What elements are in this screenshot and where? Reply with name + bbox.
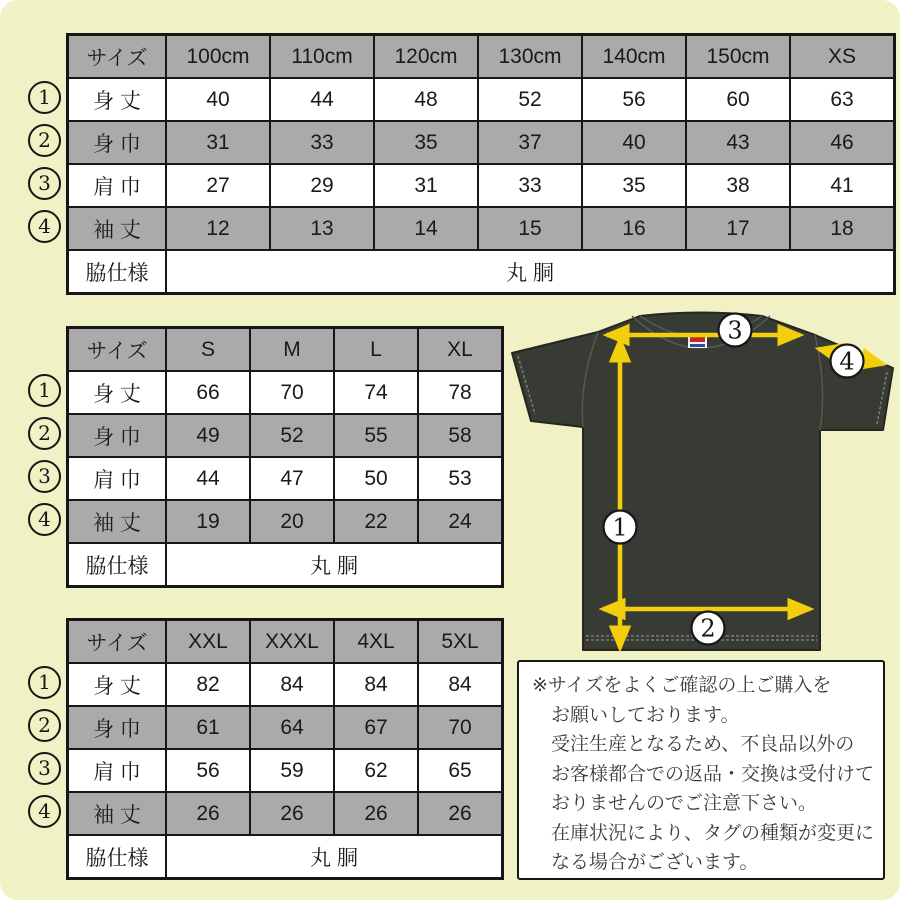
column-header-S: S (166, 328, 250, 372)
purchase-note (517, 660, 885, 880)
column-header-110cm: 110cm (270, 35, 374, 79)
size-value: 49 (166, 414, 250, 457)
note-line: おりませんのでご注意下さい。 (551, 793, 818, 814)
note-line: 在庫状況により、タグの種類が変更に (551, 822, 875, 844)
size-header-label: サイズ (68, 620, 167, 664)
size-value: 63 (790, 78, 895, 121)
column-header-150cm: 150cm (686, 35, 790, 79)
row-label: 身 丈 (68, 663, 167, 706)
row-marker-1: 1 (28, 81, 61, 114)
size-value: 56 (582, 78, 686, 121)
size-header-label: サイズ (68, 35, 167, 79)
size-value: 18 (790, 207, 895, 250)
size-value: 67 (334, 706, 418, 749)
size-value: 40 (582, 121, 686, 164)
diagram-marker-2 (692, 612, 725, 645)
size-value: 84 (334, 663, 418, 706)
size-value: 65 (418, 749, 503, 792)
size-value: 78 (418, 371, 503, 414)
size-value: 84 (250, 663, 334, 706)
size-value: 70 (250, 371, 334, 414)
size-value: 37 (478, 121, 582, 164)
size-value: 33 (270, 121, 374, 164)
size-value: 16 (582, 207, 686, 250)
row-label: 身 丈 (68, 371, 167, 414)
size-value: 55 (334, 414, 418, 457)
size-value: 53 (418, 457, 503, 500)
size-value: 47 (250, 457, 334, 500)
note-line: なる場合がございます。 (551, 852, 759, 873)
size-value: 20 (250, 500, 334, 543)
row-marker-3: 3 (28, 752, 61, 785)
note-line: ※サイズをよくご確認の上ご購入を (532, 675, 832, 696)
side-spec-label: 脇仕様 (68, 835, 167, 879)
size-table-kids (66, 33, 896, 295)
table-block-adult (24, 326, 504, 588)
size-value: 17 (686, 207, 790, 250)
size-value: 13 (270, 207, 374, 250)
row-marker-1: 1 (28, 374, 61, 407)
column-header-XL: XL (418, 328, 503, 372)
size-value: 48 (374, 78, 478, 121)
svg-text:2: 2 (700, 614, 716, 643)
size-value: 52 (250, 414, 334, 457)
size-table-plus (66, 618, 504, 880)
row-marker-1: 1 (28, 666, 61, 699)
side-spec-value: 丸 胴 (166, 835, 503, 879)
size-value: 29 (270, 164, 374, 207)
row-marker-4: 4 (28, 503, 61, 536)
size-value: 43 (686, 121, 790, 164)
size-value: 35 (582, 164, 686, 207)
row-label: 身 丈 (68, 78, 167, 121)
size-value: 27 (166, 164, 270, 207)
side-spec-value: 丸 胴 (166, 250, 895, 294)
size-value: 26 (166, 792, 250, 835)
size-value: 26 (250, 792, 334, 835)
side-spec-label: 脇仕様 (68, 250, 167, 294)
column-header-140cm: 140cm (582, 35, 686, 79)
size-value: 12 (166, 207, 270, 250)
size-value: 41 (790, 164, 895, 207)
size-value: 74 (334, 371, 418, 414)
side-spec-label: 脇仕様 (68, 543, 167, 587)
size-value: 19 (166, 500, 250, 543)
row-marker-3: 3 (28, 460, 61, 493)
row-label: 肩 巾 (68, 164, 167, 207)
size-value: 56 (166, 749, 250, 792)
size-value: 66 (166, 371, 250, 414)
size-header-label: サイズ (68, 328, 167, 372)
column-header-5XL: 5XL (418, 620, 503, 664)
size-table-adult (66, 326, 504, 588)
row-marker-2: 2 (28, 124, 61, 157)
side-spec-value: 丸 胴 (166, 543, 503, 587)
size-value: 46 (790, 121, 895, 164)
size-value: 38 (686, 164, 790, 207)
row-marker-4: 4 (28, 795, 61, 828)
table-block-kids (24, 33, 896, 295)
svg-text:3: 3 (727, 316, 743, 345)
tshirt-measurement-diagram (506, 306, 898, 662)
size-value: 35 (374, 121, 478, 164)
row-label: 肩 巾 (68, 457, 167, 500)
diagram-marker-3 (719, 314, 752, 347)
note-line: お客様都合での返品・交換は受付けて (551, 763, 875, 785)
size-value: 15 (478, 207, 582, 250)
row-label: 身 巾 (68, 414, 167, 457)
size-value: 52 (478, 78, 582, 121)
row-label: 身 巾 (68, 706, 167, 749)
size-value: 50 (334, 457, 418, 500)
note-line: お願いしております。 (551, 704, 740, 726)
size-value: 14 (374, 207, 478, 250)
size-value: 60 (686, 78, 790, 121)
column-header-M: M (250, 328, 334, 372)
column-header-XXL: XXL (166, 620, 250, 664)
row-label: 袖 丈 (68, 792, 167, 835)
table-block-plus (24, 618, 504, 880)
column-header-100cm: 100cm (166, 35, 270, 79)
size-value: 58 (418, 414, 503, 457)
column-header-XXXL: XXXL (250, 620, 334, 664)
size-value: 31 (374, 164, 478, 207)
size-value: 62 (334, 749, 418, 792)
row-marker-4: 4 (28, 210, 61, 243)
size-value: 26 (334, 792, 418, 835)
column-header-130cm: 130cm (478, 35, 582, 79)
size-value: 82 (166, 663, 250, 706)
svg-text:4: 4 (839, 347, 855, 376)
row-marker-3: 3 (28, 167, 61, 200)
size-value: 40 (166, 78, 270, 121)
size-value: 84 (418, 663, 503, 706)
size-value: 64 (250, 706, 334, 749)
size-value: 70 (418, 706, 503, 749)
row-marker-2: 2 (28, 709, 61, 742)
row-label: 袖 丈 (68, 500, 167, 543)
row-marker-2: 2 (28, 417, 61, 450)
size-value: 31 (166, 121, 270, 164)
column-header-4XL: 4XL (334, 620, 418, 664)
size-value: 33 (478, 164, 582, 207)
size-value: 59 (250, 749, 334, 792)
row-label: 袖 丈 (68, 207, 167, 250)
diagram-marker-1 (604, 511, 637, 544)
row-label: 身 巾 (68, 121, 167, 164)
svg-text:1: 1 (612, 513, 628, 542)
diagram-marker-4 (831, 345, 864, 378)
row-label: 肩 巾 (68, 749, 167, 792)
size-value: 24 (418, 500, 503, 543)
note-line: 受注生産となるため、不良品以外の (551, 734, 855, 755)
size-value: 44 (270, 78, 374, 121)
size-value: 61 (166, 706, 250, 749)
size-value: 22 (334, 500, 418, 543)
size-value: 26 (418, 792, 503, 835)
column-header-XS: XS (790, 35, 895, 79)
column-header-120cm: 120cm (374, 35, 478, 79)
size-value: 44 (166, 457, 250, 500)
column-header-L: L (334, 328, 418, 372)
